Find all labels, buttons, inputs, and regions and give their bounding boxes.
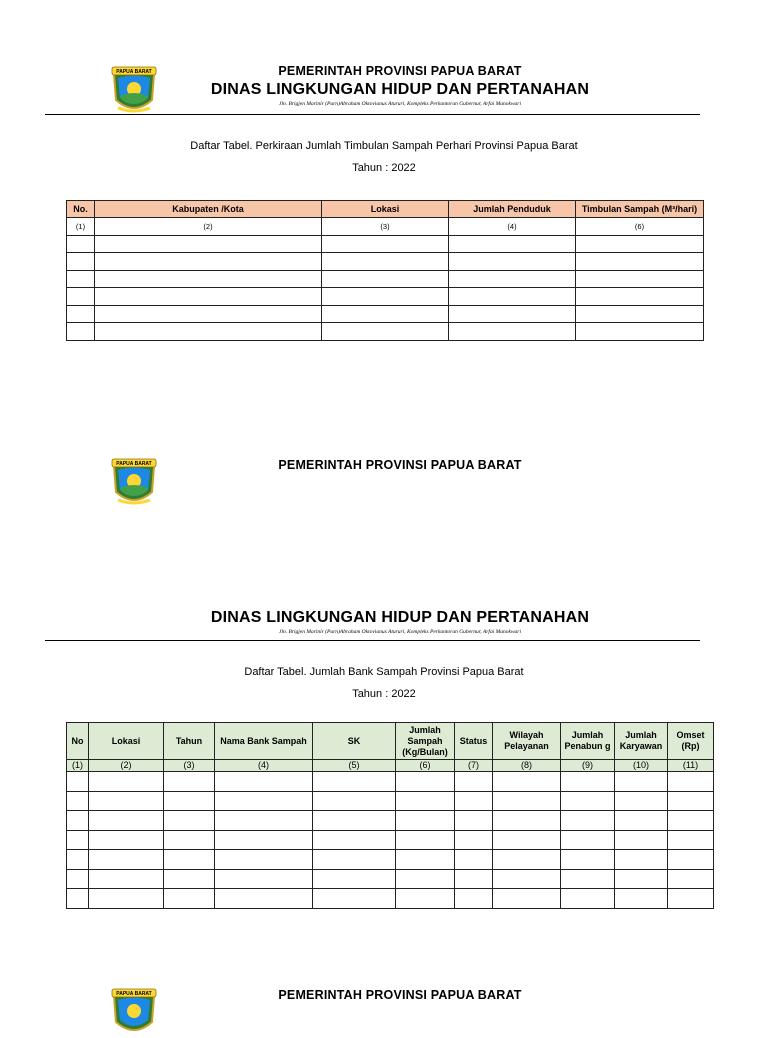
table-cell[interactable] xyxy=(67,869,89,889)
table-cell[interactable] xyxy=(164,850,215,870)
table-cell[interactable] xyxy=(493,850,561,870)
col-number: (2) xyxy=(95,218,322,236)
col-header-omset: Omset (Rp) xyxy=(668,723,714,760)
table-cell[interactable] xyxy=(67,830,89,850)
col-header-lokasi: Lokasi xyxy=(89,723,164,760)
table-cell[interactable] xyxy=(313,772,396,792)
table-cell[interactable] xyxy=(449,253,576,271)
table-cell[interactable] xyxy=(396,830,455,850)
table-cell[interactable] xyxy=(576,253,704,271)
table-cell[interactable] xyxy=(89,869,164,889)
header-rule xyxy=(45,640,700,641)
table-cell[interactable] xyxy=(164,830,215,850)
bank-sampah-table xyxy=(66,722,714,909)
table-cell[interactable] xyxy=(322,270,449,288)
table-cell[interactable] xyxy=(215,889,313,909)
table-cell[interactable] xyxy=(67,253,95,271)
table-cell[interactable] xyxy=(449,305,576,323)
table-cell[interactable] xyxy=(561,811,615,831)
col-number: (11) xyxy=(668,760,714,772)
table-cell[interactable] xyxy=(615,772,668,792)
table-cell[interactable] xyxy=(95,270,322,288)
table-cell[interactable] xyxy=(455,772,493,792)
table-cell[interactable] xyxy=(89,772,164,792)
col-header-jumlah-sampah: Jumlah Sampah (Kg/Bulan) xyxy=(396,723,455,760)
col-number: (6) xyxy=(576,218,704,236)
table-cell[interactable] xyxy=(615,791,668,811)
table-cell[interactable] xyxy=(455,811,493,831)
table-row xyxy=(67,869,714,889)
table-cell[interactable] xyxy=(164,869,215,889)
table-row xyxy=(67,235,704,253)
table-cell[interactable] xyxy=(67,235,95,253)
table-cell[interactable] xyxy=(455,791,493,811)
government-name: PEMERINTAH PROVINSI PAPUA BARAT xyxy=(278,988,522,1002)
col-header-lokasi: Lokasi xyxy=(322,201,449,218)
table-cell[interactable] xyxy=(455,850,493,870)
header-rule xyxy=(45,114,700,115)
table-cell[interactable] xyxy=(313,830,396,850)
table-cell[interactable] xyxy=(164,889,215,909)
table-cell[interactable] xyxy=(164,772,215,792)
papua-barat-emblem xyxy=(108,456,160,508)
table-cell[interactable] xyxy=(576,323,704,341)
table-cell[interactable] xyxy=(95,305,322,323)
table-cell[interactable] xyxy=(668,830,714,850)
table-cell[interactable] xyxy=(561,869,615,889)
table-cell[interactable] xyxy=(396,772,455,792)
table-cell[interactable] xyxy=(67,288,95,306)
table-cell[interactable] xyxy=(615,811,668,831)
table2-year: Tahun : 2022 xyxy=(352,688,416,700)
table-cell[interactable] xyxy=(561,850,615,870)
timbulan-table xyxy=(66,200,704,341)
table-cell[interactable] xyxy=(215,791,313,811)
table-cell[interactable] xyxy=(615,850,668,870)
table-cell[interactable] xyxy=(67,305,95,323)
col-number: (1) xyxy=(67,760,89,772)
table-row xyxy=(67,288,704,306)
col-number: (2) xyxy=(89,760,164,772)
table-cell[interactable] xyxy=(576,235,704,253)
col-header-sk: SK xyxy=(313,723,396,760)
table-cell[interactable] xyxy=(615,889,668,909)
col-number: (7) xyxy=(455,760,493,772)
table-cell[interactable] xyxy=(67,323,95,341)
table-cell[interactable] xyxy=(67,811,89,831)
table-cell[interactable] xyxy=(668,869,714,889)
department-name: DINAS LINGKUNGAN HIDUP DAN PERTANAHAN xyxy=(210,609,590,626)
table-cell[interactable] xyxy=(313,850,396,870)
table-cell[interactable] xyxy=(215,772,313,792)
col-number: (8) xyxy=(493,760,561,772)
table-cell[interactable] xyxy=(493,772,561,792)
table-cell[interactable] xyxy=(313,811,396,831)
table-cell[interactable] xyxy=(89,830,164,850)
table-cell[interactable] xyxy=(322,253,449,271)
table-cell[interactable] xyxy=(493,791,561,811)
col-number: (9) xyxy=(561,760,615,772)
table-row xyxy=(67,850,714,870)
col-header-no: No. xyxy=(67,201,95,218)
col-header-nama-bank-sampah: Nama Bank Sampah xyxy=(215,723,313,760)
col-number: (5) xyxy=(313,760,396,772)
table-cell[interactable] xyxy=(322,288,449,306)
table-cell[interactable] xyxy=(215,811,313,831)
table-row xyxy=(67,791,714,811)
papua-barat-emblem xyxy=(108,64,160,116)
table-cell[interactable] xyxy=(493,811,561,831)
table-cell[interactable] xyxy=(313,791,396,811)
table-row xyxy=(67,830,714,850)
table-cell[interactable] xyxy=(455,889,493,909)
table1-title: Daftar Tabel. Perkiraan Jumlah Timbulan Sampah Perhari Provinsi Papua Barat xyxy=(190,140,578,152)
address: Jln. Brigjen Marinir (Purn)Abraham Oktovianus Atururi, Kompleks Perkantoran Gubernur, Arfai Manokwari xyxy=(279,101,521,107)
table-row xyxy=(67,811,714,831)
table-cell[interactable] xyxy=(164,791,215,811)
table-cell[interactable] xyxy=(89,889,164,909)
table-cell[interactable] xyxy=(322,235,449,253)
table-cell[interactable] xyxy=(396,811,455,831)
table-cell[interactable] xyxy=(576,305,704,323)
table-cell[interactable] xyxy=(449,288,576,306)
table-cell[interactable] xyxy=(561,772,615,792)
table-cell[interactable] xyxy=(67,772,89,792)
table-cell[interactable] xyxy=(95,253,322,271)
government-name: PEMERINTAH PROVINSI PAPUA BARAT xyxy=(278,64,522,78)
table-cell[interactable] xyxy=(396,889,455,909)
table-cell[interactable] xyxy=(615,869,668,889)
svg-text:PAPUA BARAT: PAPUA BARAT xyxy=(116,69,152,75)
address: Jln. Brigjen Marinir (Purn)Abraham Oktovianus Atururi, Kompleks Perkantoran Gubernur, Arfai Manokwari xyxy=(279,629,521,635)
table1-year: Tahun : 2022 xyxy=(352,162,416,174)
col-number: (4) xyxy=(449,218,576,236)
table-cell[interactable] xyxy=(561,791,615,811)
col-header-tahun: Tahun xyxy=(164,723,215,760)
table-cell[interactable] xyxy=(561,830,615,850)
table-cell[interactable] xyxy=(668,889,714,909)
table-cell[interactable] xyxy=(396,791,455,811)
table-cell[interactable] xyxy=(95,235,322,253)
table-cell[interactable] xyxy=(493,889,561,909)
col-number: (10) xyxy=(615,760,668,772)
col-number: (6) xyxy=(396,760,455,772)
table-cell[interactable] xyxy=(67,889,89,909)
table-cell[interactable] xyxy=(455,830,493,850)
table-row xyxy=(67,270,704,288)
col-header-kabupaten: Kabupaten /Kota xyxy=(95,201,322,218)
table-cell[interactable] xyxy=(576,270,704,288)
svg-text:PAPUA BARAT: PAPUA BARAT xyxy=(116,991,152,997)
table-cell[interactable] xyxy=(67,270,95,288)
col-header-no: No xyxy=(67,723,89,760)
table-cell[interactable] xyxy=(67,791,89,811)
table-cell[interactable] xyxy=(322,305,449,323)
col-number: (1) xyxy=(67,218,95,236)
table-cell[interactable] xyxy=(449,270,576,288)
table-cell[interactable] xyxy=(449,323,576,341)
table-cell[interactable] xyxy=(449,235,576,253)
table-row xyxy=(67,889,714,909)
col-number: (3) xyxy=(322,218,449,236)
papua-barat-emblem xyxy=(108,986,160,1038)
table-cell[interactable] xyxy=(164,811,215,831)
table-cell[interactable] xyxy=(668,772,714,792)
table-row xyxy=(67,253,704,271)
col-header-timbulan-sampah: Timbulan Sampah (M³/hari) xyxy=(576,201,704,218)
table-cell[interactable] xyxy=(89,791,164,811)
table-cell[interactable] xyxy=(668,811,714,831)
table-cell[interactable] xyxy=(576,288,704,306)
table-row xyxy=(67,772,714,792)
col-number: (3) xyxy=(164,760,215,772)
table-cell[interactable] xyxy=(493,830,561,850)
svg-text:PAPUA BARAT: PAPUA BARAT xyxy=(116,461,152,467)
column-number-row xyxy=(67,760,714,772)
table-row xyxy=(67,305,704,323)
table-cell[interactable] xyxy=(396,850,455,870)
table-cell[interactable] xyxy=(313,869,396,889)
col-header-jumlah-penabung: Jumlah Penabun g xyxy=(561,723,615,760)
table-cell[interactable] xyxy=(455,869,493,889)
government-name: PEMERINTAH PROVINSI PAPUA BARAT xyxy=(278,458,522,472)
table-cell[interactable] xyxy=(215,850,313,870)
table-cell[interactable] xyxy=(668,850,714,870)
column-number-row xyxy=(67,218,704,236)
table-cell[interactable] xyxy=(215,869,313,889)
col-header-jumlah-penduduk: Jumlah Penduduk xyxy=(449,201,576,218)
table-cell[interactable] xyxy=(67,850,89,870)
col-header-jumlah-karyawan: Jumlah Karyawan xyxy=(615,723,668,760)
table-row xyxy=(67,323,704,341)
table-cell[interactable] xyxy=(493,869,561,889)
table-cell[interactable] xyxy=(561,889,615,909)
table-cell[interactable] xyxy=(95,323,322,341)
table-cell[interactable] xyxy=(95,288,322,306)
col-header-wilayah-pelayanan: Wilayah Pelayanan xyxy=(493,723,561,760)
table-cell[interactable] xyxy=(313,889,396,909)
table-cell[interactable] xyxy=(668,791,714,811)
table-cell[interactable] xyxy=(215,830,313,850)
table-cell[interactable] xyxy=(89,811,164,831)
table-cell[interactable] xyxy=(615,830,668,850)
col-header-status: Status xyxy=(455,723,493,760)
col-number: (4) xyxy=(215,760,313,772)
table2-title: Daftar Tabel. Jumlah Bank Sampah Provinsi Papua Barat xyxy=(244,666,524,678)
department-name: DINAS LINGKUNGAN HIDUP DAN PERTANAHAN xyxy=(210,81,590,98)
table-cell[interactable] xyxy=(396,869,455,889)
table-cell[interactable] xyxy=(322,323,449,341)
table-cell[interactable] xyxy=(89,850,164,870)
